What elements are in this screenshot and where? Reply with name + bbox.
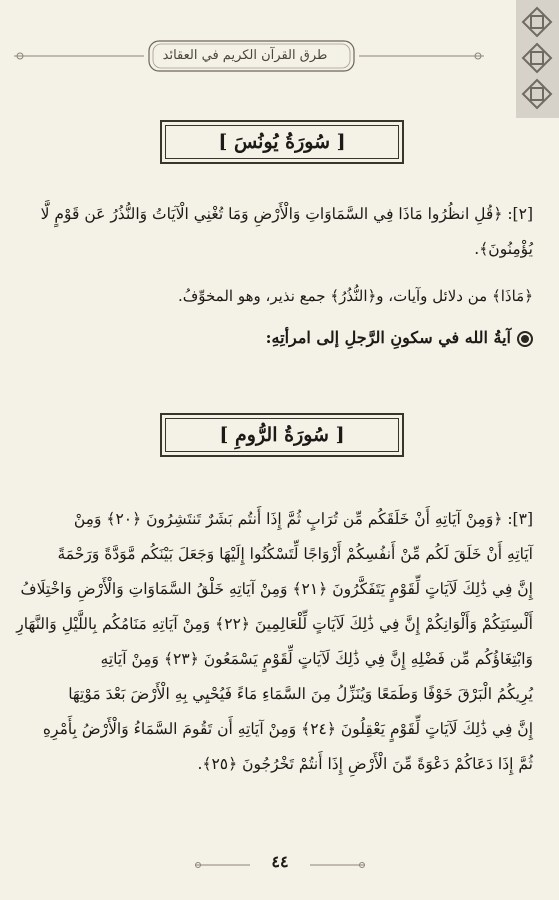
verse-line: يُرِيكُمُ الْبَرْقَ خَوْفًا وَطَمَعًا وَيُنَزِّلُ مِنَ السَّمَاءِ مَاءً فَيُحْيِي بِهِ الْأَرْضَ بَعْدَ مَوْتِهَا: [68, 685, 533, 703]
subheading: [266, 328, 533, 347]
verse-line: ثُمَّ إِذَا دَعَاكُمْ دَعْوَةً مِّنَ الْأَرْضِ إِذَا أَنتُمْ تَخْرُجُونَ ﴿٢٥﴾.: [197, 755, 533, 773]
running-header-title: طرق القرآن الكريم في العقائد: [162, 48, 328, 63]
verse-line: يُؤْمِنُونَ﴾.: [474, 240, 533, 258]
surah-heading-box: [160, 120, 404, 164]
verse-line: إِنَّ فِي ذَٰلِكَ لَآيَاتٍ لِّقَوْمٍ يَعْقِلُونَ ﴿٢٤﴾ وَمِنْ آيَاتِهِ أَن تَقُومَ السَّمَاءُ وَالْأَرْضُ بِأَمْرِهِ: [42, 720, 533, 738]
surah-heading-box: [160, 413, 404, 457]
bullet-icon: [517, 331, 533, 347]
commentary-line: ﴿مَاذَا﴾ من دلائل وآيات، و﴿النُّذُرُ﴾ جمع نذير، وهو المخوِّفُ.: [177, 287, 533, 305]
verse-line: أَلْسِنَتِكُمْ وَأَلْوَانِكُمْ إِنَّ فِي ذَٰلِكَ لَآيَاتٍ لِّلْعَالِمِينَ ﴿٢٢﴾ وَمِنْ آيَاتِهِ مَنَامُكُم بِاللَّيْلِ وَالنَّهَارِ: [16, 615, 533, 633]
surah-title: [ سُورَةُ الرُّومِ ]: [219, 424, 345, 446]
corner-ornament: [516, 0, 559, 118]
subheading-text: آيةُ الله في سكونِ الرَّجلِ إلى امرأتِهِ:: [265, 328, 511, 347]
verse-line: [٢]: ﴿قُلِ انظُرُوا مَاذَا فِي السَّمَاوَاتِ وَالْأَرْضِ وَمَا تُغْنِي الْآيَاتُ وَالنُّذُرُ عَن قَوْمٍ لَّا: [40, 205, 533, 223]
verse-line: آيَاتِهِ أَنْ خَلَقَ لَكُم مِّنْ أَنفُسِكُمْ أَزْوَاجًا لِّتَسْكُنُوا إِلَيْهَا وَجَعَلَ بَيْنَكُم مَّوَدَّةً وَرَحْمَةً: [57, 545, 533, 563]
verse-line: [٣]: ﴿وَمِنْ آيَاتِهِ أَنْ خَلَقَكُم مِّن تُرَابٍ ثُمَّ إِذَا أَنتُم بَشَرٌ تَنتَشِرُونَ ﴿٢٠﴾ وَمِنْ: [73, 510, 533, 528]
verse-line: وَابْتِغَاؤُكُم مِّن فَضْلِهِ إِنَّ فِي ذَٰلِكَ لَآيَاتٍ لِّقَوْمٍ يَسْمَعُونَ ﴿٢٣﴾ وَمِنْ آيَاتِهِ: [100, 650, 533, 668]
verse-line: إِنَّ فِي ذَٰلِكَ لَآيَاتٍ لِّقَوْمٍ يَتَفَكَّرُونَ ﴿٢١﴾ وَمِنْ آيَاتِهِ خَلْقُ السَّمَاوَاتِ وَالْأَرْضِ وَاخْتِلَافُ: [20, 580, 533, 598]
surah-title: [ سُورَةُ يُونُسَ ]: [218, 131, 346, 153]
page-number: ٤٤: [271, 852, 289, 871]
